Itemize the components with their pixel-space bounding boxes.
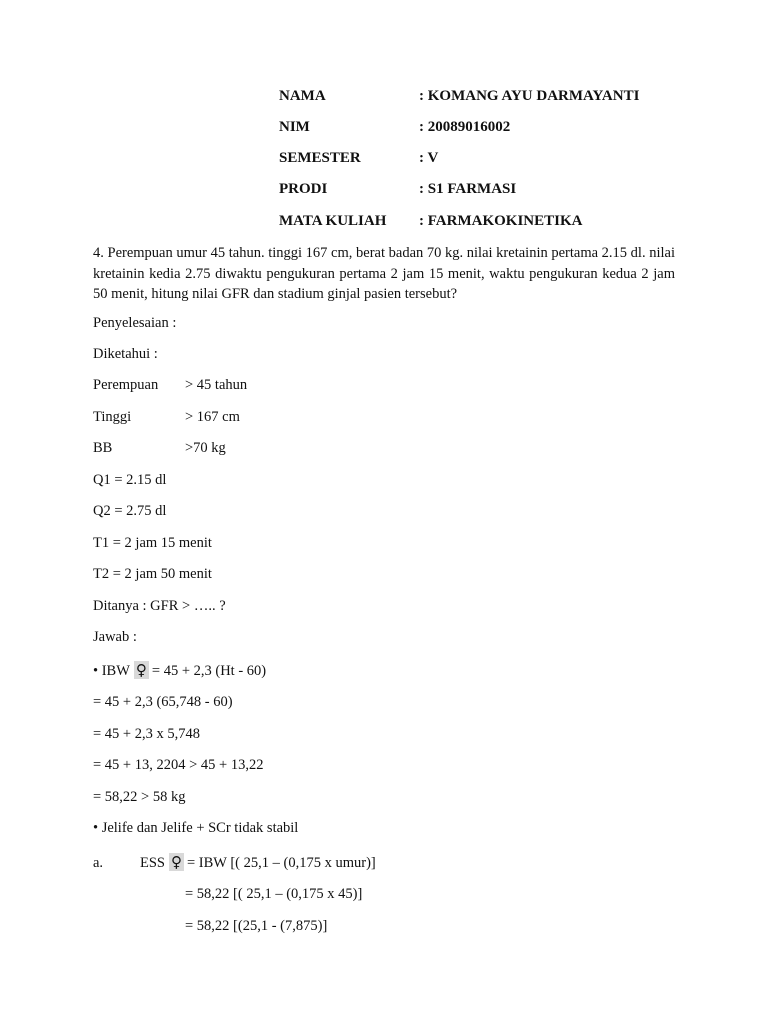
penyelesaian-label: Penyelesaian : bbox=[93, 315, 177, 331]
header-value: : KOMANG AYU DARMAYANTI bbox=[419, 88, 640, 104]
female-symbol-icon: ♀ bbox=[135, 661, 147, 679]
ess-prefix: ESS bbox=[140, 855, 165, 871]
diketahui-label: Diketahui : bbox=[93, 346, 158, 362]
q1-line: Q1 = 2.15 dl bbox=[93, 472, 167, 488]
header-row-nim bbox=[279, 119, 510, 136]
ess-letter: a. bbox=[93, 855, 104, 871]
ess-formula: = IBW [( 25,1 – (0,175 x umur)] bbox=[187, 855, 376, 871]
header-value: : 20089016002 bbox=[419, 119, 511, 135]
question-text: 4. Perempuan umur 45 tahun. tinggi 167 cm, berat badan 70 kg. nilai kretainin pertama 2.15 dl. nilai kretainin kedia 2.75 diwaktu pengukuran pertama 2 jam 15 menit, waktu pengukuran kedua 2 jam 50 menit, hitung nilai GFR dan stadium ginjal pasien tersebut? bbox=[93, 245, 675, 302]
t1-line: T1 = 2 jam 15 menit bbox=[93, 535, 212, 551]
ibw-step-2: = 45 + 2,3 x 5,748 bbox=[93, 726, 200, 742]
ibw-step-3: = 45 + 13, 2204 > 45 + 13,22 bbox=[93, 757, 264, 773]
known-key: Tinggi bbox=[93, 409, 132, 425]
ibw-step-1: = 45 + 2,3 (65,748 - 60) bbox=[93, 694, 233, 710]
known-key: BB bbox=[93, 440, 113, 456]
jawab-label: Jawab : bbox=[93, 629, 137, 645]
header-row-prodi bbox=[279, 181, 516, 198]
header-row-mata-kuliah bbox=[279, 213, 582, 230]
t2-line: T2 = 2 jam 50 menit bbox=[93, 566, 212, 582]
header-value: : V bbox=[419, 150, 439, 166]
header-label: MATA KULIAH bbox=[279, 213, 387, 229]
ibw-formula: = 45 + 2,3 (Ht - 60) bbox=[151, 663, 267, 679]
header-label: NAMA bbox=[279, 88, 326, 104]
ibw-step-4: = 58,22 > 58 kg bbox=[93, 789, 186, 805]
header-label: SEMESTER bbox=[279, 150, 361, 166]
ess-step-2: = 58,22 [(25,1 - (7,875)] bbox=[185, 918, 328, 934]
known-value: >70 kg bbox=[185, 440, 226, 456]
known-value: > 167 cm bbox=[185, 409, 240, 425]
female-symbol-icon: ♀ bbox=[171, 853, 182, 871]
header-value: : FARMAKOKINETIKA bbox=[419, 213, 583, 229]
header-label: NIM bbox=[279, 119, 310, 135]
header-label: PRODI bbox=[279, 181, 328, 197]
q2-line: Q2 = 2.75 dl bbox=[93, 503, 167, 519]
header-row-semester bbox=[279, 150, 438, 167]
known-row-bb bbox=[93, 440, 226, 457]
ditanya-line: Ditanya : GFR > ….. ? bbox=[93, 598, 226, 614]
known-row-perempuan bbox=[93, 377, 247, 394]
header-value: : S1 FARMASI bbox=[419, 181, 517, 197]
known-value: > 45 tahun bbox=[185, 377, 248, 393]
known-row-tinggi bbox=[93, 409, 240, 426]
jelife-line: • Jelife dan Jelife + SCr tidak stabil bbox=[93, 820, 299, 836]
header-row-nama bbox=[279, 88, 639, 105]
ess-formula-line bbox=[93, 853, 376, 872]
known-key: Perempuan bbox=[93, 377, 159, 393]
ibw-prefix: • IBW bbox=[93, 663, 130, 679]
ess-step-1: = 58,22 [( 25,1 – (0,175 x 45)] bbox=[185, 886, 363, 902]
ibw-formula-line bbox=[93, 661, 266, 680]
